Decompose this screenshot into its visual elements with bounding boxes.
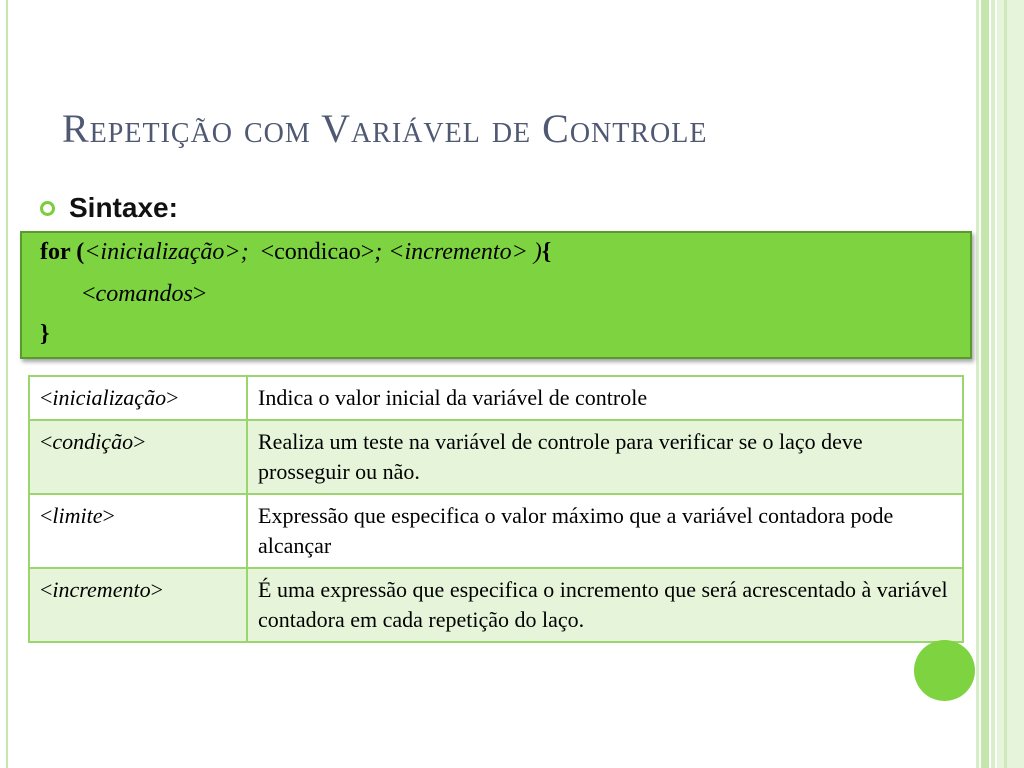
desc-cell: Expressão que especifica o valor máximo que a variável contadora pode alcançar [247,494,963,568]
bullet-item [40,190,178,226]
param-name: inicialização [52,385,167,410]
param-name: condição [52,429,134,454]
param-name: limite [52,503,103,528]
code-token: ; [240,239,249,265]
code-token: < [84,239,101,265]
param-cell [29,568,247,642]
desc-cell: Realiza um teste na variável de controle para verificar se o laço deve prosseguir ou não. [247,420,963,494]
code-token: <condicao> [260,239,375,265]
code-token: comandos [95,281,193,307]
right-decoration-stripe [1004,0,1007,768]
code-token: } [40,321,50,347]
code-line-3 [40,321,49,348]
param-bracket: < [40,429,53,454]
circle-bullet-icon [40,201,55,216]
decorative-circle [914,640,975,701]
slide-title: Repetição com Variável de Controle [62,106,708,151]
right-decoration-stripe [976,0,979,768]
param-name: incremento [52,577,151,602]
bullet-label: Sintaxe: [69,192,178,223]
code-token: > [192,281,207,307]
param-cell [29,376,247,420]
desc-cell: É uma expressão que especifica o incremento que será acrescentado à variável contadora em cada repetição do laço. [247,568,963,642]
desc-cell: Indica o valor inicial da variável de controle [247,376,963,420]
param-cell [29,420,247,494]
table-row [29,376,963,420]
code-token: incremento [404,239,512,265]
param-bracket: < [40,385,53,410]
param-bracket: > [166,385,179,410]
syntax-code-box [20,231,972,359]
code-line-2 [82,281,206,308]
code-token: > [224,239,241,265]
code-token: inicialização [100,239,225,265]
table-row [29,420,963,494]
param-bracket: < [40,503,53,528]
for-keyword: for ( [40,239,85,265]
param-bracket: > [102,503,115,528]
param-bracket: > [133,429,146,454]
code-token [249,239,261,265]
param-bracket: > [150,577,163,602]
code-token: { [541,239,552,265]
parameters-table [28,375,964,643]
table-row [29,494,963,568]
code-token: > [511,239,534,265]
right-decoration-stripe [991,0,995,768]
left-border-line [6,0,8,768]
param-bracket: < [40,577,53,602]
code-line-1 [40,239,551,266]
table-row [29,568,963,642]
code-token: ) [533,239,542,265]
code-token: ; [374,239,383,265]
right-decoration-stripe [997,0,1024,768]
right-decoration-stripe [981,0,989,768]
param-cell [29,494,247,568]
code-token: < [82,281,96,307]
code-token: < [382,239,405,265]
